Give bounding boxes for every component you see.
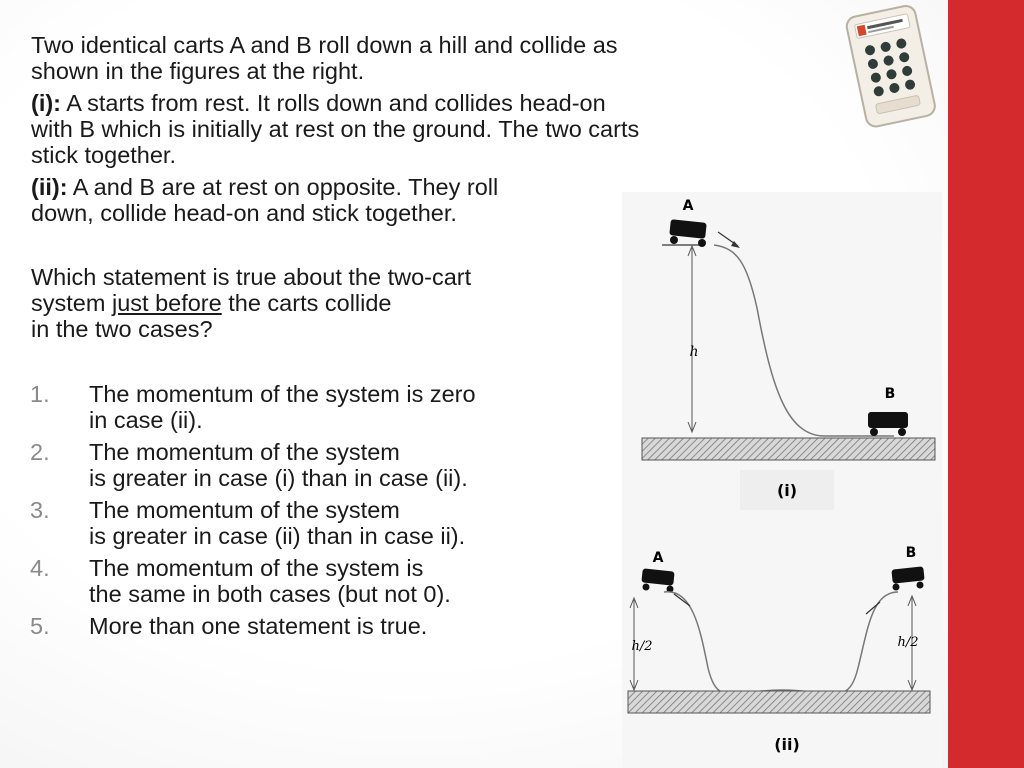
option-2 (30, 439, 476, 491)
option-text: in case (ii). (89, 407, 203, 433)
case-ii-line-1: A and B are at rest on opposite. They roll (67, 174, 499, 200)
option-text: is greater in case (ii) than in case ii). (89, 523, 466, 549)
accent-bar (948, 0, 1024, 768)
option-text: The momentum of the system (89, 439, 400, 465)
option-text: is greater in case (i) than in case (ii). (89, 465, 468, 491)
figure-caption-ii: (ii) (774, 735, 800, 754)
question-line-3: in the two cases? (31, 316, 213, 342)
cart-b-label: B (884, 386, 896, 402)
question-text (31, 264, 471, 342)
intro-text (31, 32, 618, 84)
option-text: The momentum of the system is zero (89, 381, 476, 407)
question-line-2-pre: system (31, 290, 112, 316)
ground-i (642, 438, 935, 460)
answer-options (30, 381, 476, 645)
case-i-line-3: stick together. (31, 142, 176, 168)
option-4 (30, 555, 476, 607)
option-text: The momentum of the system (89, 497, 400, 523)
case-i-line-2: with B which is initially at rest on the ground. The two carts (31, 116, 640, 142)
cart-b-label: B (905, 545, 917, 561)
option-3 (30, 497, 476, 549)
question-line-1: Which statement is true about the two-cart (31, 264, 472, 290)
case-ii-line-2: down, collide head-on and stick together. (31, 200, 457, 226)
case-i-text (31, 90, 639, 168)
option-number: 4. (30, 555, 50, 581)
half-height-label: h/2 (897, 635, 919, 650)
case-ii-text (31, 174, 498, 226)
intro-line-2: shown in the figures at the right. (31, 58, 365, 84)
option-number: 2. (30, 439, 50, 465)
height-label: h (689, 344, 699, 360)
half-height-label: h/2 (631, 639, 653, 654)
clicker-remote-icon (842, 4, 942, 130)
option-1 (30, 381, 476, 433)
question-emphasis: just before (111, 290, 222, 316)
intro-line-1: Two identical carts A and B roll down a hill and collide as (31, 32, 618, 58)
cart-a-label: A (682, 198, 694, 214)
ground-ii (628, 691, 930, 713)
carts-figure (622, 188, 942, 768)
option-text: More than one statement is true. (89, 613, 428, 639)
case-ii-label: (ii): (31, 174, 68, 200)
option-number: 5. (30, 613, 50, 639)
option-5 (30, 613, 476, 639)
option-text: The momentum of the system is (89, 555, 424, 581)
option-number: 1. (30, 381, 50, 407)
cart-a-label: A (652, 550, 664, 566)
case-i-line-1: A starts from rest. It rolls down and collides head-on (61, 90, 606, 116)
question-line-2-post: the carts collide (221, 290, 392, 316)
figure-caption-i: (i) (776, 481, 798, 500)
option-number: 3. (30, 497, 50, 523)
case-i-label: (i): (31, 90, 62, 116)
option-text: the same in both cases (but not 0). (89, 581, 451, 607)
